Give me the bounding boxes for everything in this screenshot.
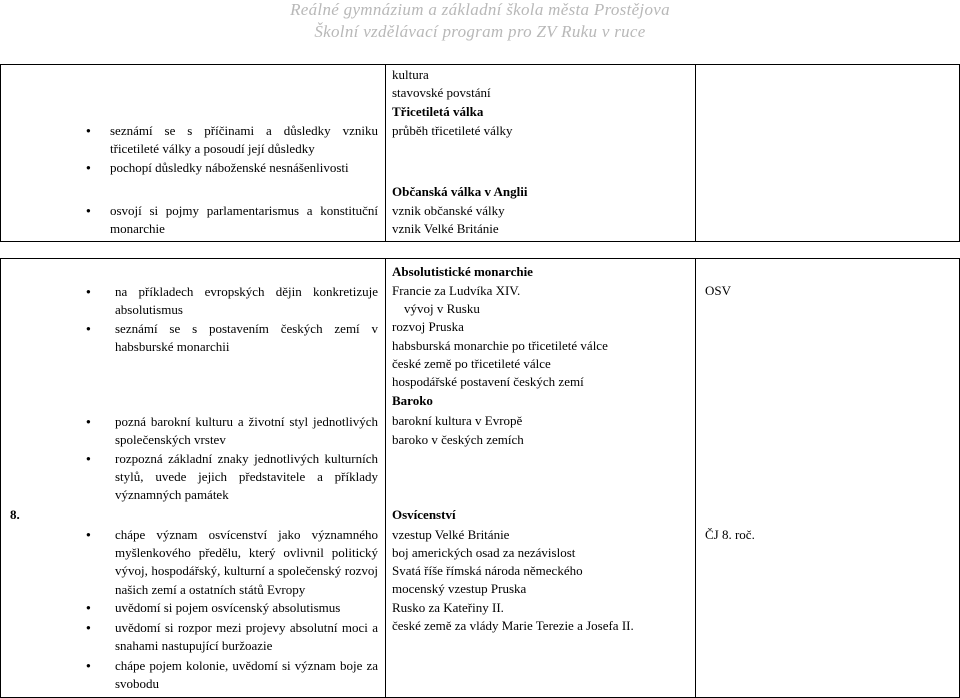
program-name: Školní vzdělávací program pro ZV Ruku v ruce bbox=[314, 22, 646, 41]
curriculum-heading: Osvícenství bbox=[392, 507, 456, 522]
curriculum-item: vývoj v Rusku bbox=[404, 301, 480, 316]
bullet-icon: ● bbox=[86, 126, 91, 135]
curriculum-heading: Třicetiletá válka bbox=[392, 104, 484, 119]
grade-label: 8. bbox=[10, 507, 20, 522]
curriculum-heading: Absolutistické monarchie bbox=[392, 264, 533, 279]
bullet-icon: ● bbox=[86, 324, 91, 333]
outcome-item: rozpozná základní znaky jednotlivých kulturních stylů, uvede jejich představitele a příklady významných památek bbox=[115, 451, 378, 503]
bullet-icon: ● bbox=[86, 206, 91, 215]
bullet-icon: ● bbox=[86, 661, 91, 670]
bullet-icon: ● bbox=[86, 530, 91, 539]
school-name: Reálné gymnázium a základní škola města Prostějova bbox=[290, 0, 670, 19]
cross-topic-osv: OSV bbox=[705, 283, 732, 298]
curriculum-item: vzestup Velké Británie bbox=[392, 527, 510, 542]
curriculum-item: Francie za Ludvíka XIV. bbox=[392, 283, 521, 298]
outcome-item: chápe význam osvícenství jako významného myšlenkového předělu, který ovlivnil politický vývoj, hospodářský, kulturní a společenský rozvoj našich zemí a ostatních států Evropy bbox=[115, 527, 378, 597]
outcome-item: osvojí si pojmy parlamentarismus a konstituční monarchie bbox=[110, 203, 378, 237]
column-divider bbox=[385, 258, 386, 698]
outcome-item: seznámí se s postavením českých zemí v habsburské monarchii bbox=[115, 321, 378, 355]
bullet-icon: ● bbox=[86, 603, 91, 612]
curriculum-item: Svatá říše římská národa německého bbox=[392, 563, 583, 578]
curriculum-item: stavovské povstání bbox=[392, 85, 491, 100]
curriculum-item: české země za vlády Marie Terezie a Josefa II. bbox=[392, 618, 634, 633]
outcome-item: chápe pojem kolonie, uvědomí si význam boje za svobodu bbox=[115, 658, 378, 692]
bullet-icon: ● bbox=[86, 417, 91, 426]
bullet-icon: ● bbox=[86, 163, 91, 172]
outcome-item: pozná barokní kulturu a životní styl jednotlivých společenských vrstev bbox=[115, 414, 378, 448]
curriculum-item: hospodářské postavení českých zemí bbox=[392, 374, 584, 389]
curriculum-heading: Baroko bbox=[392, 393, 433, 408]
column-divider bbox=[385, 64, 386, 242]
curriculum-item: habsburská monarchie po třicetileté válce bbox=[392, 338, 608, 353]
curriculum-item: rozvoj Pruska bbox=[392, 319, 464, 334]
outcome-item: na příkladech evropských dějin konkretizuje absolutismus bbox=[115, 284, 378, 318]
curriculum-item: barokní kultura v Evropě bbox=[392, 413, 523, 428]
outcome-item: pochopí důsledky náboženské nesnášenlivosti bbox=[110, 160, 349, 175]
column-divider bbox=[695, 64, 696, 242]
curriculum-item: průběh třicetileté války bbox=[392, 123, 513, 138]
outcome-item: uvědomí si rozpor mezi projevy absolutní moci a snahami nastupující buržoazie bbox=[115, 620, 378, 654]
bullet-icon: ● bbox=[86, 623, 91, 632]
curriculum-item: boj amerických osad za nezávislost bbox=[392, 545, 576, 560]
outcome-item: uvědomí si pojem osvícenský absolutismus bbox=[115, 600, 341, 615]
curriculum-item: kultura bbox=[392, 67, 429, 82]
bullet-icon: ● bbox=[86, 287, 91, 296]
curriculum-item: české země po třicetileté válce bbox=[392, 356, 551, 371]
curriculum-item: Rusko za Kateřiny II. bbox=[392, 600, 504, 615]
bullet-icon: ● bbox=[86, 454, 91, 463]
curriculum-item: baroko v českých zemích bbox=[392, 432, 524, 447]
cross-topic-cj: ČJ 8. roč. bbox=[705, 527, 755, 542]
curriculum-heading: Občanská válka v Anglii bbox=[392, 184, 528, 199]
column-divider bbox=[695, 258, 696, 698]
outcome-item: seznámí se s příčinami a důsledky vzniku třicetileté války a posoudí její důsledky bbox=[110, 123, 378, 157]
curriculum-item: vznik občanské války bbox=[392, 203, 505, 218]
curriculum-item: mocenský vzestup Pruska bbox=[392, 581, 527, 596]
curriculum-item: vznik Velké Británie bbox=[392, 221, 499, 236]
